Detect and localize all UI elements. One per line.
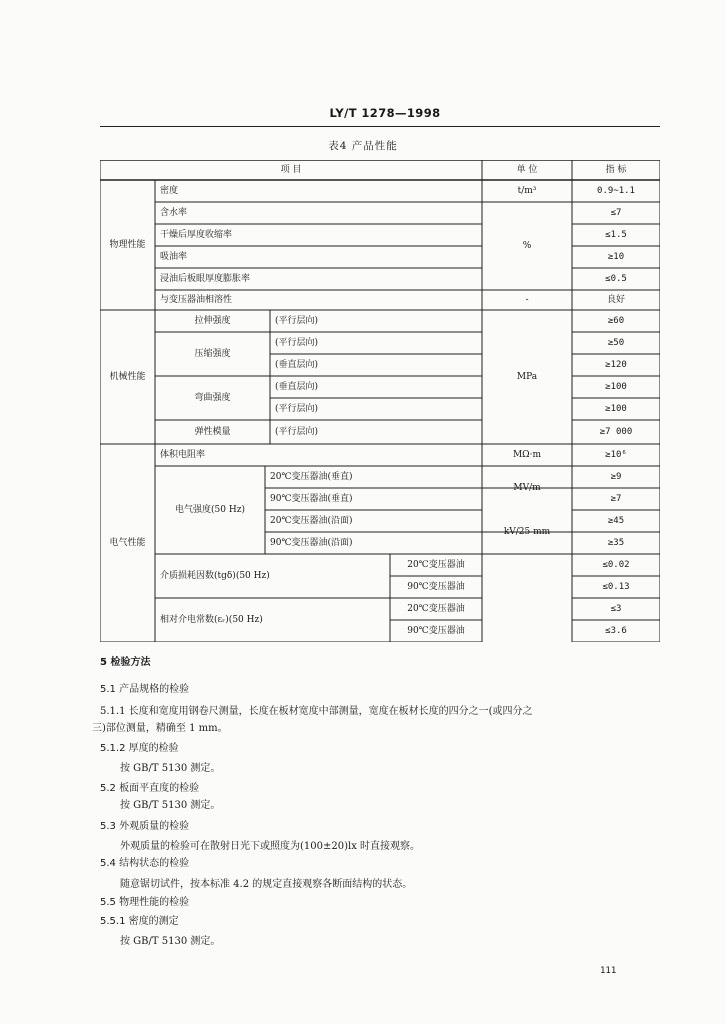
- cond-strength-4: 90℃变压器油(沿面): [270, 537, 353, 548]
- section-5-1-1-b: 三)部位测量，精确至 1 mm。: [92, 723, 228, 734]
- value-strength-2: ≥7: [610, 493, 622, 504]
- col-header-unit: 单 位: [516, 164, 538, 175]
- dir-modulus: (平行层向): [275, 426, 319, 437]
- value-compress-2: ≥120: [605, 359, 627, 370]
- value-moisture: ≤7: [610, 207, 622, 218]
- standard-code: LY/T 1278—1998: [329, 106, 441, 120]
- header-rule: [100, 126, 660, 127]
- value-swell: ≤0.5: [605, 273, 627, 284]
- value-loss-2: ≤0.13: [602, 581, 630, 592]
- item-compress: 压缩强度: [194, 348, 231, 359]
- item-elec-strength: 电气强度(50 Hz): [175, 504, 245, 515]
- dir-bending-1: (垂直层向): [275, 381, 319, 392]
- unit-density: t/m³: [517, 185, 537, 196]
- dir-compress-1: (平行层向): [275, 337, 319, 348]
- section-5-1-2: 5.1.2 厚度的检验: [100, 743, 179, 754]
- col-header-item: 项 目: [280, 164, 302, 175]
- section-5-1-1-a: 5.1.1 长度和宽度用钢卷尺测量，长度在板材宽度中部测量，宽度在板材长度的四分之一(或四分之: [100, 706, 533, 717]
- section-5-4: 5.4 结构状态的检验: [100, 858, 190, 869]
- unit-mpa: MPa: [516, 371, 538, 382]
- cond-perm-2: 90℃变压器油: [407, 625, 465, 636]
- unit-resistivity: MΩ·m: [512, 449, 542, 460]
- section-5-5-1: 5.5.1 密度的测定: [100, 916, 179, 927]
- item-tensile: 拉伸强度: [194, 315, 231, 326]
- item-loss: 介质损耗因数(tgδ)(50 Hz): [160, 570, 270, 581]
- cond-strength-1: 20℃变压器油(垂直): [270, 471, 353, 482]
- cond-strength-3: 20℃变压器油(沿面): [270, 515, 353, 526]
- value-shrink: ≤1.5: [605, 229, 627, 240]
- cond-perm-1: 20℃变压器油: [407, 603, 465, 614]
- value-bending-2: ≥100: [605, 403, 627, 414]
- section-5-5: 5.5 物理性能的检验: [100, 897, 190, 908]
- value-strength-1: ≥9: [610, 471, 622, 482]
- table-caption: 表4 产品性能: [328, 140, 398, 152]
- section-5-3-text: 外观质量的检验可在散射日光下或照度为(100±20)lx 时直接观察。: [120, 841, 421, 852]
- value-strength-3: ≥45: [607, 515, 625, 526]
- section-5-4-text: 随意锯切试件，按本标准 4.2 的规定直接观察各断面结构的状态。: [120, 879, 413, 890]
- value-density: 0.9~1.1: [597, 185, 635, 196]
- unit-percent: %: [522, 240, 532, 251]
- dir-bending-2: (平行层向): [275, 403, 319, 414]
- cond-loss-2: 90℃变压器油: [407, 581, 465, 592]
- item-permittivity: 相对介电常数(εᵣ)(50 Hz): [160, 614, 263, 625]
- col-header-value: 指 标: [605, 164, 627, 175]
- group-electrical: 电气性能: [109, 537, 146, 548]
- section-5-3: 5.3 外观质量的检验: [100, 821, 190, 832]
- item-swell: 浸油后板眼厚度膨胀率: [160, 273, 251, 284]
- unit-mv-m: MV/m: [513, 482, 541, 493]
- item-density: 密度: [160, 185, 179, 196]
- value-modulus: ≥7 000: [599, 426, 633, 437]
- value-compress-1: ≥50: [607, 337, 625, 348]
- item-modulus: 弹性模量: [194, 426, 231, 437]
- unit-compat: -: [525, 294, 529, 305]
- item-oil-absorb: 吸油率: [160, 251, 188, 262]
- item-bending: 弯曲强度: [194, 392, 231, 403]
- page-number: 111: [600, 966, 617, 976]
- unit-kv-25mm: kV/25 mm: [503, 526, 551, 537]
- section-5-1: 5.1 产品规格的检验: [100, 684, 190, 695]
- section-5-5-1-text: 按 GB/T 5130 测定。: [120, 936, 221, 947]
- cond-loss-1: 20℃变压器油: [407, 559, 465, 570]
- group-physical: 物理性能: [109, 239, 146, 250]
- value-perm-1: ≤3: [610, 603, 622, 614]
- item-resistivity: 体积电阻率: [160, 449, 206, 460]
- value-perm-2: ≤3.6: [605, 625, 627, 636]
- group-mechanical: 机械性能: [109, 371, 146, 382]
- dir-tensile: (平行层向): [275, 315, 319, 326]
- value-loss-1: ≤0.02: [602, 559, 630, 570]
- value-strength-4: ≥35: [607, 537, 625, 548]
- value-compat: 良好: [606, 294, 625, 305]
- item-shrink: 干燥后厚度收缩率: [160, 229, 233, 240]
- value-bending-1: ≥100: [605, 381, 627, 392]
- cond-strength-2: 90℃变压器油(垂直): [270, 493, 353, 504]
- value-resistivity: ≥10⁶: [605, 449, 627, 460]
- item-moisture: 含水率: [160, 207, 188, 218]
- section-5-1-2-text: 按 GB/T 5130 测定。: [120, 763, 221, 774]
- item-compat: 与变压器油相溶性: [160, 294, 233, 305]
- performance-table: [100, 160, 660, 642]
- section-5-2-text: 按 GB/T 5130 测定。: [120, 800, 221, 811]
- dir-compress-2: (垂直层向): [275, 359, 319, 370]
- section-5-2: 5.2 板面平直度的检验: [100, 783, 200, 794]
- value-tensile: ≥60: [607, 315, 625, 326]
- section-5: 5 检验方法: [100, 657, 151, 668]
- value-oil-absorb: ≥10: [607, 251, 625, 262]
